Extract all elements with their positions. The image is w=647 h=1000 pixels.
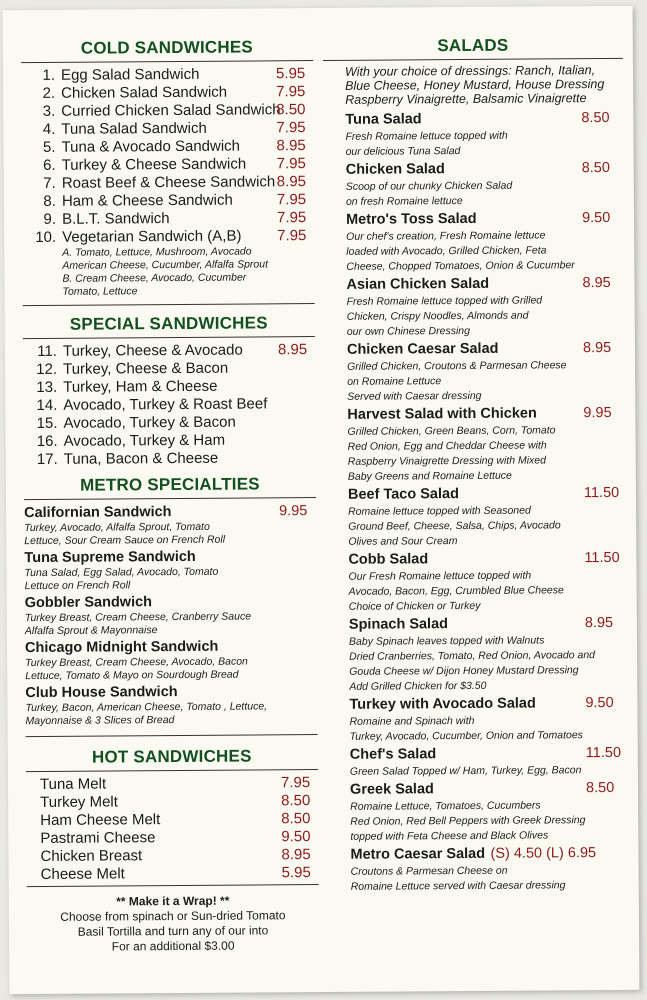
menu-item [26, 810, 318, 830]
item-name: Ham Cheese Melt [40, 811, 161, 829]
salad-item [325, 403, 626, 485]
cold-sandwiches-title: COLD SANDWICHES [80, 37, 253, 58]
item-number: 8. [43, 192, 56, 210]
item-name: Chicken Breast [40, 847, 143, 865]
note-line: B. Cream Cheese, Avocado, Cucumber [62, 271, 247, 285]
salad-item [327, 613, 628, 695]
item-name: Gobbler Sandwich [24, 594, 153, 612]
menu-item [21, 83, 313, 103]
item-description: Grilled Chicken, Croutons & Parmesan Cheese [347, 359, 567, 373]
item-name: Turkey & Cheese Sandwich [61, 155, 247, 174]
metro-specialties-list [24, 502, 318, 728]
item-name: Cheese Melt [40, 865, 125, 883]
divider [27, 884, 319, 887]
divider [26, 734, 318, 737]
menu-item [23, 395, 315, 415]
menu-item [22, 191, 314, 211]
wrap-line: For an additional $3.00 [111, 938, 235, 954]
cold-sandwiches-list [21, 65, 315, 299]
item-price: 8.95 [584, 614, 614, 632]
salad-item [328, 843, 628, 895]
item-description: Raspberry Vinaigrette Dressing with Mixed [347, 454, 547, 468]
item-description: on Romaine Lettuce [347, 375, 442, 388]
item-description: Served with Caesar dressing [347, 389, 482, 403]
intro-line: Blue Cheese, Honey Mustard, House Dressing [345, 77, 605, 93]
item-name: Turkey, Ham & Cheese [63, 377, 218, 396]
menu-item [24, 431, 316, 451]
menu-item [26, 774, 318, 794]
item-name: Chicken Salad Sandwich [61, 83, 228, 102]
item-number: 6. [43, 156, 56, 174]
item-name: Tuna, Bacon & Cheese [63, 449, 219, 468]
item-price: 9.50 [581, 209, 611, 227]
item-name: Turkey, Cheese & Bacon [63, 359, 229, 378]
item-name: Avocado, Turkey & Bacon [63, 413, 236, 432]
item-description: Our Fresh Romaine lettuce topped with [348, 569, 532, 583]
item-price: 7.95 [276, 155, 306, 173]
item-name: Greek Salad [349, 781, 434, 798]
item-price: 11.50 [583, 484, 620, 502]
left-column [21, 36, 319, 955]
item-description: Scoop of our chunky Chicken Salad [345, 179, 513, 193]
item-description: our delicious Tuna Salad [345, 145, 461, 158]
item-name: B.L.T. Sandwich [61, 210, 170, 228]
item-name: Tuna Salad [345, 111, 422, 128]
special-sandwiches-title: SPECIAL SANDWICHES [69, 313, 268, 334]
menu-item [23, 359, 315, 379]
item-name: Club House Sandwich [25, 684, 178, 702]
item-description: our own Chinese Dressing [346, 324, 471, 338]
item-price: 8.95 [277, 341, 308, 359]
salads-list [323, 108, 628, 895]
item-description: Turkey Breast, Cream Cheese, Avocado, Bacon [25, 655, 248, 670]
item-number: 5. [42, 138, 56, 156]
item-description: Choice of Chicken or Turkey [348, 599, 481, 613]
menu-item [21, 65, 313, 85]
item-description: Alfalfa Sprout & Mayonnaise [24, 624, 158, 638]
wrap-note [27, 893, 319, 955]
salad-item [328, 743, 628, 780]
item-number: 4. [42, 120, 56, 138]
item-name: Avocado, Turkey & Roast Beef [63, 395, 268, 414]
item-price: 5.95 [281, 864, 311, 882]
item-description: Gouda Cheese w/ Dijon Honey Mustard Dressing [349, 664, 579, 678]
item-description: Red Onion, Red Bell Peppers with Greek Dressing [350, 814, 586, 828]
hot-sandwiches-list [26, 774, 319, 884]
menu-item [21, 137, 313, 157]
item-name: Egg Salad Sandwich [60, 65, 200, 84]
item-price: 9.95 [279, 503, 308, 520]
metro-specialties-title: METRO SPECIALTIES [79, 474, 260, 495]
menu-item [21, 119, 313, 139]
item-description: Our chef's creation, Fresh Romaine lettuce [346, 229, 546, 243]
specialty-item [25, 592, 317, 638]
specialty-item [25, 682, 317, 728]
menu-item [27, 864, 319, 884]
item-description: Green Salad Topped w/ Ham, Turkey, Egg, Bacon [349, 764, 582, 778]
dressing-choices [323, 63, 623, 107]
item-description: Fresh Romaine lettuce topped with Grilled [346, 294, 543, 308]
item-description: Romaine Lettuce, Tomatoes, Cucumbers [350, 799, 541, 813]
salad-item [323, 108, 623, 160]
item-price: 8.95 [276, 173, 307, 191]
item-description: Turkey, Avocado, Cucumber, Onion and Tomatoes [349, 729, 583, 743]
item-description: Croutons & Parmesan Cheese on [350, 864, 508, 878]
menu-item [22, 227, 314, 247]
item-price: 8.95 [276, 137, 306, 155]
menu-item [26, 846, 318, 866]
item-number: 13. [36, 378, 58, 396]
item-price: 8.50 [281, 792, 311, 810]
menu-item [22, 173, 314, 193]
item-name: Tuna Supreme Sandwich [24, 548, 196, 567]
item-description: on fresh Romaine lettuce [345, 195, 463, 208]
item-name: Ham & Cheese Sandwich [61, 191, 233, 210]
item-name: Chef's Salad [349, 746, 437, 763]
item-description: Tuna Salad, Egg Salad, Avocado, Tomato [24, 565, 219, 580]
item-description: Grilled Chicken, Green Beans, Corn, Tomato [347, 424, 556, 438]
menu-item [21, 101, 313, 121]
item-price: 9.50 [281, 828, 311, 846]
item-number: 16. [36, 432, 58, 450]
salad-item [328, 778, 628, 845]
note-line: A. Tomato, Lettuce, Mushroom, Avocado [62, 245, 252, 259]
vegetarian-option-a [22, 245, 314, 273]
item-price: 7.95 [276, 119, 306, 137]
item-number: 12. [36, 360, 58, 378]
salad-item [327, 693, 627, 745]
item-number: 3. [42, 102, 56, 120]
item-description: Turkey, Avocado, Alfalfa Sprout, Tomato [24, 520, 210, 535]
item-name: Turkey with Avocado Salad [349, 695, 536, 713]
salads-title: SALADS [437, 35, 509, 56]
item-description: Turkey Breast, Cream Cheese, Cranberry Sauce [24, 610, 252, 625]
wrap-line: Basil Tortilla and turn any of our into [77, 923, 269, 939]
item-price: 7.95 [276, 191, 307, 209]
right-column [323, 34, 629, 895]
item-number: 10. [35, 228, 57, 246]
item-price: 8.95 [281, 846, 311, 864]
item-name: Harvest Salad with Chicken [347, 405, 537, 423]
vegetarian-option-b [22, 271, 314, 299]
divider [23, 336, 315, 339]
item-name: Tuna Melt [39, 775, 107, 793]
wrap-title: ** Make it a Wrap! ** [116, 893, 230, 909]
divider [24, 497, 316, 500]
item-description: Baby Greens and Romaine Lettuce [347, 469, 512, 483]
item-number: 15. [36, 414, 58, 432]
item-price: 8.50 [276, 101, 306, 119]
salad-item [325, 338, 625, 405]
item-description: loaded with Avocado, Grilled Chicken, Feta [346, 244, 547, 258]
salad-item [326, 483, 626, 550]
item-price: 7.95 [280, 774, 311, 792]
item-description: Lettuce, Sour Cream Sauce on French Roll [24, 533, 226, 548]
item-name: Chicken Caesar Salad [346, 340, 499, 358]
item-description: Chicken, Crispy Noodles, Almonds and [346, 309, 529, 323]
special-sandwiches-list [23, 341, 316, 469]
menu-item [23, 341, 315, 361]
item-name: Pastrami Cheese [40, 829, 156, 847]
item-price: 9.95 [583, 404, 612, 422]
item-description: Dried Cranberries, Tomato, Red Onion, Avocado and [349, 649, 596, 663]
item-description: topped with Feta Cheese and Black Olives [350, 829, 549, 843]
menu-item [23, 377, 315, 397]
item-price: 8.95 [582, 339, 612, 357]
item-description: Cheese, Chopped Tomatoes, Onion & Cucumber [346, 259, 575, 273]
item-description: Red Onion, Egg and Cheddar Cheese with [347, 439, 547, 453]
item-number: 7. [43, 174, 56, 192]
divider [21, 60, 313, 63]
item-description: Romaine and Spinach with [349, 714, 475, 728]
item-name: Metro's Toss Salad [345, 210, 477, 228]
item-price: 8.95 [582, 274, 611, 292]
salad-item [324, 208, 624, 275]
item-number: 1. [42, 66, 56, 84]
item-name: Spinach Salad [348, 616, 449, 633]
note-line: American Cheese, Cucumber, Alfalfa Sprout [62, 258, 269, 272]
item-price: 11.50 [584, 549, 620, 567]
item-price: 11.50 [585, 744, 622, 762]
item-description: Olives and Sour Cream [348, 535, 458, 548]
item-name: Chicago Midnight Sandwich [24, 638, 219, 657]
menu-item [22, 155, 314, 175]
divider [26, 769, 318, 772]
item-name: Californian Sandwich [24, 504, 172, 522]
salad-item [324, 273, 624, 340]
specialty-item [25, 637, 317, 683]
item-number: 14. [36, 396, 58, 414]
item-name: Tuna Salad Sandwich [61, 119, 207, 138]
wrap-line: Choose from spinach or Sun-dried Tomato [60, 908, 286, 924]
item-name: Chicken Salad [345, 161, 445, 178]
item-name: Turkey, Cheese & Avocado [62, 341, 243, 360]
specialty-item [24, 547, 316, 593]
item-price: 5.95 [275, 65, 306, 83]
item-price: (S) 4.50 (L) 6.95 [490, 845, 597, 862]
item-description: Turkey, Bacon, American Cheese, Tomato , Lettuce, [25, 700, 268, 715]
item-name: Roast Beef & Cheese Sandwich [61, 173, 276, 192]
item-price: 8.50 [581, 109, 610, 127]
menu-item [26, 792, 318, 812]
item-price: 8.50 [581, 159, 610, 177]
item-description: Romaine Lettuce served with Caesar dressing [350, 879, 566, 893]
menu-page [3, 6, 640, 994]
item-number: 17. [36, 450, 58, 468]
item-description: Baby Spinach leaves topped with Walnuts [348, 634, 545, 648]
item-number: 11. [37, 342, 58, 360]
item-name: Curried Chicken Salad Sandwich [61, 101, 281, 120]
divider [323, 58, 623, 61]
item-name: Cobb Salad [348, 551, 429, 568]
item-description: Avocado, Bacon, Egg, Crumbled Blue Cheese [348, 584, 564, 598]
item-description: Lettuce, Tomato & Mayo on Sourdough Bread [25, 668, 239, 683]
menu-item [24, 449, 316, 469]
menu-item [22, 209, 314, 229]
item-name: Vegetarian Sandwich (A,B) [62, 227, 242, 246]
item-description: Lettuce on French Roll [24, 579, 131, 593]
item-price: 7.95 [276, 209, 307, 227]
menu-item [23, 413, 315, 433]
item-name: Metro Caesar Salad [350, 845, 486, 863]
item-description: Mayonnaise & 3 Slices of Bread [25, 714, 175, 728]
item-price: 9.50 [585, 694, 614, 712]
item-price: 7.95 [276, 83, 306, 101]
salad-item [326, 548, 626, 615]
divider [23, 303, 315, 306]
item-number: 9. [43, 210, 57, 228]
intro-line: With your choice of dressings: Ranch, Italian, [344, 63, 596, 79]
item-price: 8.50 [281, 810, 311, 828]
item-description: Romaine lettuce topped with Seasoned [348, 504, 531, 518]
item-price: 7.95 [277, 227, 307, 245]
item-name: Turkey Melt [40, 793, 118, 811]
menu-item [26, 828, 318, 848]
item-description: Ground Beef, Cheese, Salsa, Chips, Avocado [348, 519, 561, 533]
item-name: Asian Chicken Salad [346, 275, 490, 293]
specialty-item [24, 502, 316, 548]
intro-line: Raspberry Vinaigrette, Balsamic Vinaigrette [345, 91, 587, 107]
item-name: Tuna & Avocado Sandwich [61, 137, 241, 156]
note-line: Tomato, Lettuce [62, 285, 138, 298]
item-name: Beef Taco Salad [347, 486, 459, 503]
item-description: Fresh Romaine lettuce topped with [345, 129, 508, 143]
hot-sandwiches-title: HOT SANDWICHES [91, 746, 252, 767]
item-name: Avocado, Turkey & Ham [63, 431, 226, 450]
item-price: 8.50 [585, 779, 615, 797]
salad-item [324, 158, 624, 210]
item-description: Add Grilled Chicken for $3.50 [349, 679, 487, 693]
item-number: 2. [42, 84, 56, 102]
